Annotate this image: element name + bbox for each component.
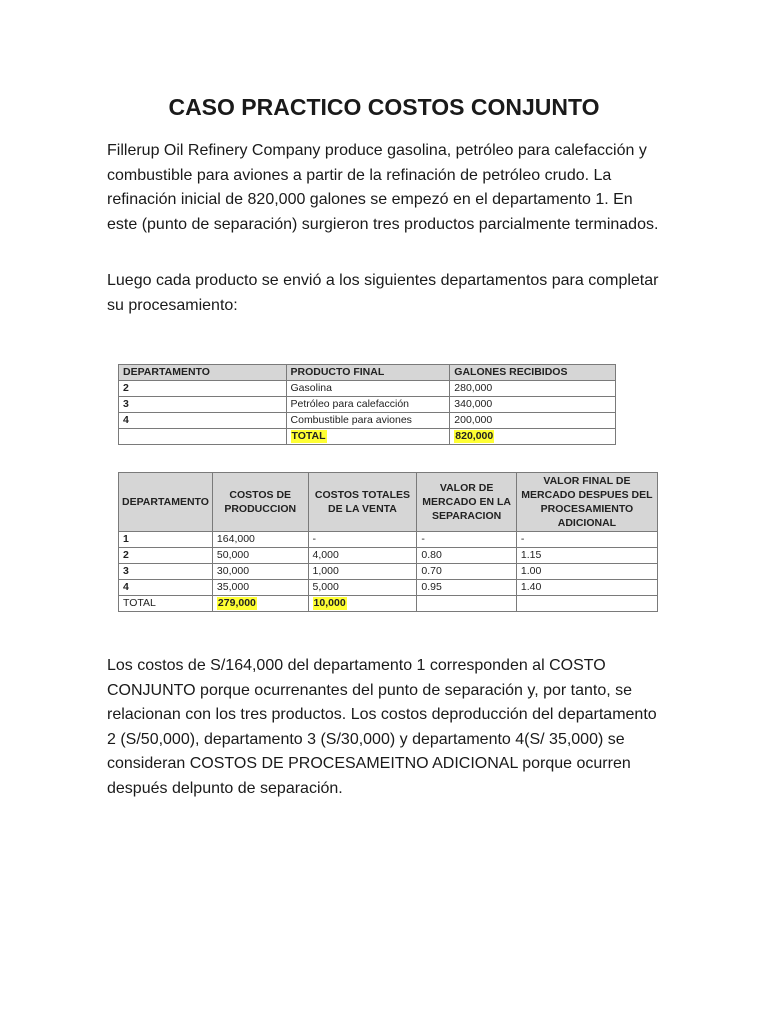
table-cell: 1.40: [516, 580, 657, 596]
table-row: [119, 397, 616, 413]
table-cell: 280,000: [450, 381, 616, 397]
table-cell: 0.70: [417, 564, 516, 580]
costs-table: [118, 472, 658, 612]
table-total-row: [119, 596, 658, 612]
total-label: TOTAL: [291, 430, 326, 442]
table-cell: 3: [119, 397, 287, 413]
table-cell: 200,000: [450, 413, 616, 429]
table-cell: 50,000: [212, 548, 308, 564]
table-cell: Combustible para aviones: [286, 413, 450, 429]
table-row: [119, 413, 616, 429]
table-cell: 164,000: [212, 532, 308, 548]
total-label-cell: [286, 429, 450, 445]
table-header-row: [119, 365, 616, 381]
total-production-costs: 279,000: [217, 597, 256, 609]
total-value-cell: [450, 429, 616, 445]
table-cell: 4: [119, 580, 213, 596]
products-table: [118, 364, 616, 445]
header-cell: GALONES RECIBIDOS: [450, 365, 616, 381]
total-sales-costs: 10,000: [313, 597, 346, 609]
table-cell: 4,000: [308, 548, 417, 564]
table-cell: [417, 596, 516, 612]
table-header-row: [119, 473, 658, 532]
table-row: [119, 580, 658, 596]
total-production-cell: [212, 596, 308, 612]
table-cell: [119, 429, 287, 445]
total-sales-cell: [308, 596, 417, 612]
table-row: [119, 548, 658, 564]
table-row: [119, 381, 616, 397]
table-cell: 3: [119, 564, 213, 580]
table-cell: Gasolina: [286, 381, 450, 397]
table-row: [119, 564, 658, 580]
header-cell: VALOR DE MERCADO EN LA SEPARACION: [417, 473, 516, 532]
table-cell: -: [308, 532, 417, 548]
table-cell: 0.95: [417, 580, 516, 596]
table-cell: 1.00: [516, 564, 657, 580]
table-cell: 1: [119, 532, 213, 548]
table-cell: 2: [119, 548, 213, 564]
table-cell: -: [516, 532, 657, 548]
total-gallons: 820,000: [455, 430, 494, 442]
header-cell: COSTOS TOTALES DE LA VENTA: [308, 473, 417, 532]
intro-paragraph: Fillerup Oil Refinery Company produce gasolina, petróleo para calefacción y combustible para aviones a partir de la refinación de petróleo crudo. La refinación inicial de 820,000 galones se empezó en el departamento 1. En este (punto de separación) surgieron tres productos parcialmente terminados.: [107, 142, 659, 233]
page-title: CASO PRACTICO COSTOS CONJUNTO: [168, 94, 600, 120]
table-cell: 35,000: [212, 580, 308, 596]
table-cell: 1.15: [516, 548, 657, 564]
table-cell: Petróleo para calefacción: [286, 397, 450, 413]
table-cell: 4: [119, 413, 287, 429]
header-cell: DEPARTAMENTO: [119, 365, 287, 381]
table-cell: -: [417, 532, 516, 548]
header-cell: DEPARTAMENTO: [119, 473, 213, 532]
table-cell: [516, 596, 657, 612]
total-label-cell: TOTAL: [119, 596, 213, 612]
table-cell: 2: [119, 381, 287, 397]
table-cell: 340,000: [450, 397, 616, 413]
header-cell: COSTOS DE PRODUCCION: [212, 473, 308, 532]
header-cell: PRODUCTO FINAL: [286, 365, 450, 381]
table-row: [119, 532, 658, 548]
table-cell: 30,000: [212, 564, 308, 580]
table-cell: 0.80: [417, 548, 516, 564]
table-total-row: [119, 429, 616, 445]
table-cell: 5,000: [308, 580, 417, 596]
header-cell: VALOR FINAL DE MERCADO DESPUES DEL PROCESAMIENTO ADICIONAL: [516, 473, 657, 532]
table-cell: 1,000: [308, 564, 417, 580]
next-paragraph: Luego cada producto se envió a los siguientes departamentos para completar su procesamiento:: [107, 272, 659, 314]
conclusion-paragraph: Los costos de S/164,000 del departamento 1 corresponden al COSTO CONJUNTO porque ocurrenantes del punto de separación y, por tanto, se relacionan con los tres productos. Los costos deproducción del departamento 2 (S/50,000), departamento 3 (S/30,000) y departamento 4(S/ 35,000) se consideran COSTOS DE PROCESAMEITNO ADICIONAL porque ocurren después delpunto de separación.: [107, 657, 657, 797]
